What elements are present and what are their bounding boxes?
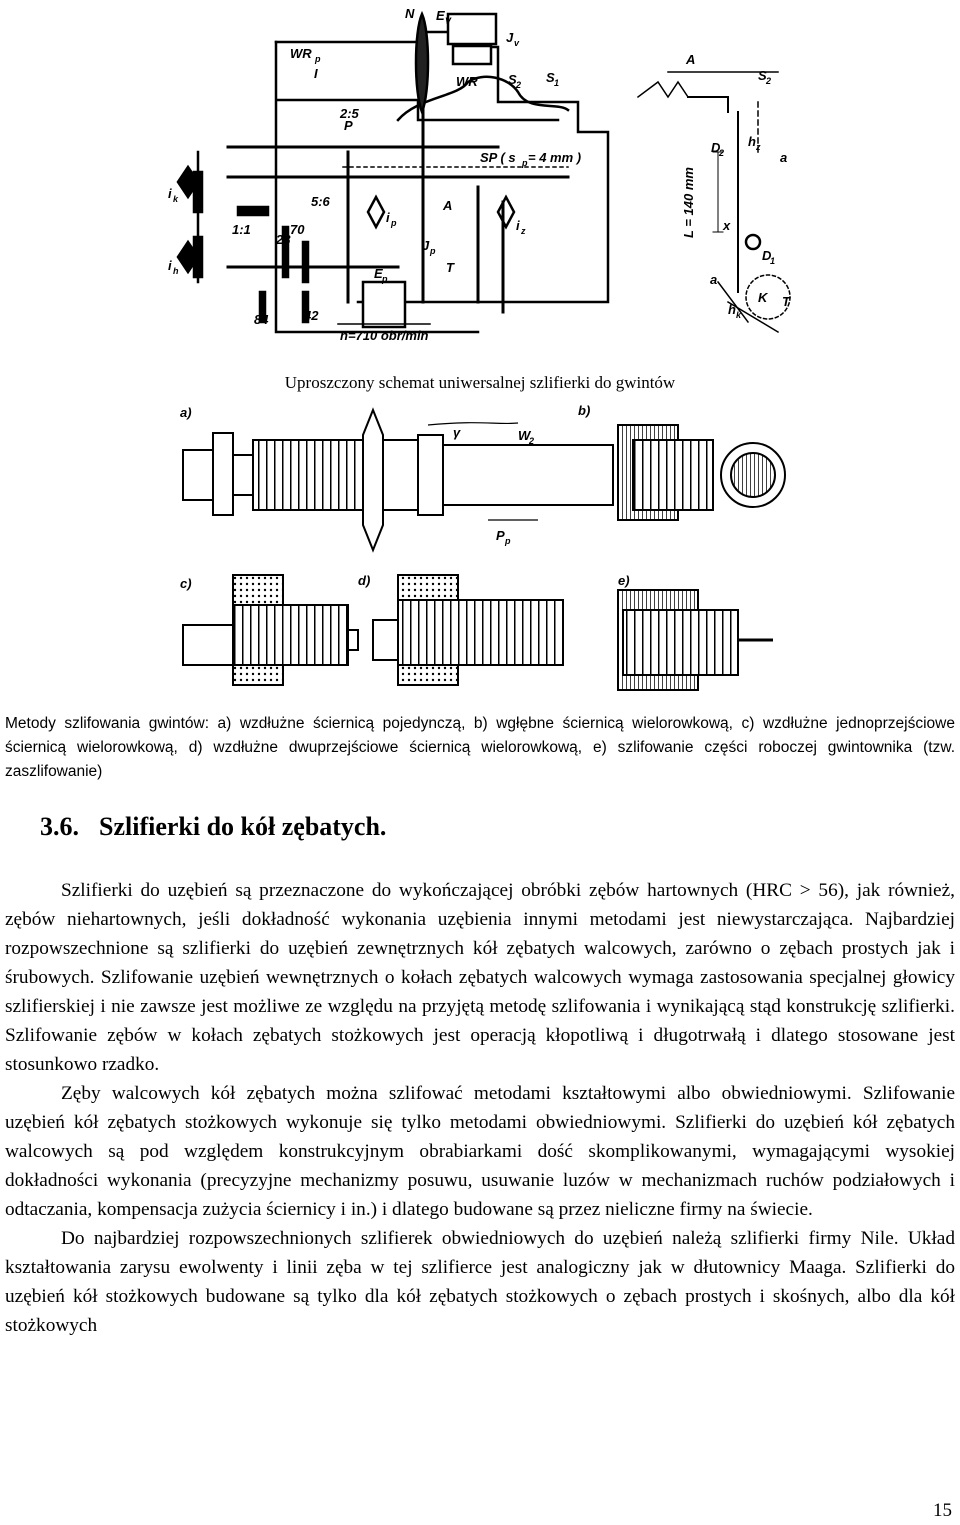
paragraph-3-text: Do najbardziej rozpowszechnionych szlifierek obwiedniowych do uzębień należą szlifierki firmy Nile. Układ kształtowania zarysu ewolwenty i linii zęba w tej szlifierce jest analogiczny jak w dłutownicy Maaga. Szlifierki do uzębień kół stożkowych budowane są tylko dla kół zębatych stożkowych o zębach prostych i skośnych, albo dla kół stożkowych (5, 1228, 955, 1336)
label-Jv: J (506, 30, 514, 45)
label-a2: a (710, 272, 718, 287)
label-WRp: WR (290, 46, 312, 61)
label-hk: h (728, 302, 736, 317)
label-hz-sub: z (756, 142, 761, 152)
label-a: a) (180, 405, 192, 420)
label-ik: i (168, 186, 172, 201)
section-number: 3.6. (40, 812, 79, 841)
label-T1: T (446, 260, 454, 275)
label-Jp-sub: p (430, 246, 436, 256)
label-c: c) (180, 576, 192, 591)
label-D2-sub: 2 (719, 148, 725, 158)
label-ih-sub: h (173, 266, 179, 276)
label-S2b: S (758, 68, 767, 83)
label-N: N (405, 6, 415, 21)
label-ik-sub: k (173, 194, 179, 204)
label-K: K (758, 290, 768, 305)
thread-grinder-scheme-drawing (168, 2, 794, 346)
label-S2: S (508, 72, 517, 87)
label-70: 70 (290, 222, 305, 237)
label-42: 42 (304, 308, 319, 323)
label-speed: n=710 obr/min (340, 328, 429, 343)
label-SP-sub: p (522, 158, 528, 168)
paragraph-2-text: Zęby walcowych kół zębatych można szlifować metodami kształtowymi albo obwiedniowymi. Szlifowanie uzębień kół zębatych stożkowych wykonuje się tylko metodami obwiedniowymi. Szlifierki do uzębień kół zębatych walcowych są pod względem konstrukcyjnym obrabiarkami dość skomplikowanymi, wymagającymi wysokiej dokładności wykonania (precyzyjne mechanizmy posuwu, usuwanie luzów w mechanizmach ruchów podziałowych i odtaczania, kompensacja zużycia ściernicy i in.) i dlatego budowane są przez nieliczne firmy na świecie. (5, 1083, 955, 1220)
label-T2: T (782, 294, 790, 309)
label-d: d) (358, 573, 371, 588)
label-b: b) (578, 403, 591, 418)
paragraph-1-text: Szlifierki do uzębień są przeznaczone do wykończającej obróbki zębów hartownych (HRC > 56), jak również, zębów niehartownych, jeśli dokładność wykonania uzębienia innymi metodami jest niewystarczająca. Najbardziej rozpowszechnione są szlifierki do uzębień zewnętrznych kół zębatych walcowych, zarówno o zębach prostych jak i śrubowych. Szlifowanie uzębień wewnętrznych o kołach zębatych walcowych wymaga zastosowania specjalnej głowicy szlifierskiej i nie zawsze jest możliwe ze względu na przyjętą metodę szlifowania i wynikającą stąd konstrukcję szlifierki. Szlifowanie zębów w kołach zębatych stożkowych jest operacją kłopotliwą i długotrwałą i dlatego stosowane jest stosunkowo rzadko. (5, 880, 955, 1075)
label-A-top: A (686, 52, 696, 67)
label-a1: a (780, 150, 788, 165)
paragraph-1 (5, 876, 955, 1079)
label-S1-sub: 1 (554, 78, 560, 88)
grinding-methods-figure (178, 395, 790, 695)
page-number: 15 (933, 1500, 952, 1521)
label-ip: i (386, 210, 390, 225)
label-L: L = 140 mm (681, 167, 696, 238)
label-SP: SP ( s (480, 150, 516, 165)
label-S2b-sub: 2 (766, 76, 772, 86)
label-x: x (723, 218, 731, 233)
label-W2: W (518, 428, 531, 443)
label-iz-sub: z (521, 226, 526, 236)
thread-grinder-scheme-figure (168, 2, 794, 346)
label-WR: WR (456, 74, 478, 89)
paragraph-2 (5, 1079, 955, 1224)
label-I: I (314, 66, 318, 81)
label-Ev-sub: V (445, 16, 452, 26)
label-D1-sub: 1 (770, 256, 776, 266)
label-84: 84 (254, 312, 269, 327)
label-gamma: γ (453, 425, 461, 440)
label-ratio-1-1: 1:1 (232, 222, 251, 237)
label-S2-sub: 2 (516, 80, 522, 90)
label-Pp: P (496, 528, 505, 543)
label-hz: h (748, 134, 756, 149)
label-iz: i (516, 218, 520, 233)
label-Ep-sub: p (382, 274, 388, 284)
label-D1: D (762, 248, 772, 263)
label-Ev: E (436, 8, 445, 23)
label-e: e) (618, 573, 630, 588)
paragraph-3 (5, 1224, 955, 1340)
label-D2: D (711, 140, 721, 155)
body-text (5, 876, 955, 1340)
label-WRp-sub: p (315, 54, 321, 64)
label-ih: i (168, 258, 172, 273)
label-SP-end: = 4 mm ) (528, 150, 582, 165)
label-S1: S (546, 70, 555, 85)
label-P: P (344, 118, 353, 133)
label-ip-sub: p (391, 218, 397, 228)
label-Jp: J (422, 238, 430, 253)
figure2-caption: Metody szlifowania gwintów: a) wzdłużne ściernicą pojedynczą, b) wgłębne ściernicą wielorowkową, c) wzdłużne jednoprzejściowe ściernicą wielorowkową, d) wzdłużne dwuprzejściowe ściernicą wielorowkową, e) szlifowanie części roboczej gwintownika (tzw. zaszlifowanie) (5, 715, 955, 780)
label-hk-sub: k (736, 310, 742, 320)
label-A-mid: A (443, 198, 453, 213)
section-heading (40, 812, 386, 842)
label-28: 28 (276, 232, 291, 247)
grinding-methods-drawing (178, 395, 790, 695)
label-Jv-sub: v (514, 38, 520, 48)
label-Pp-sub: p (505, 536, 511, 546)
label-ratio-5-6: 5:6 (311, 194, 330, 209)
label-W2-sub: 2 (529, 436, 535, 446)
section-title: Szlifierki do kół zębatych. (99, 812, 387, 841)
label-ratio-2-5: 2:5 (340, 106, 359, 121)
figure1-caption: Uproszczony schemat uniwersalnej szlifierki do gwintów (284, 373, 676, 392)
label-Ep: E (374, 266, 383, 281)
